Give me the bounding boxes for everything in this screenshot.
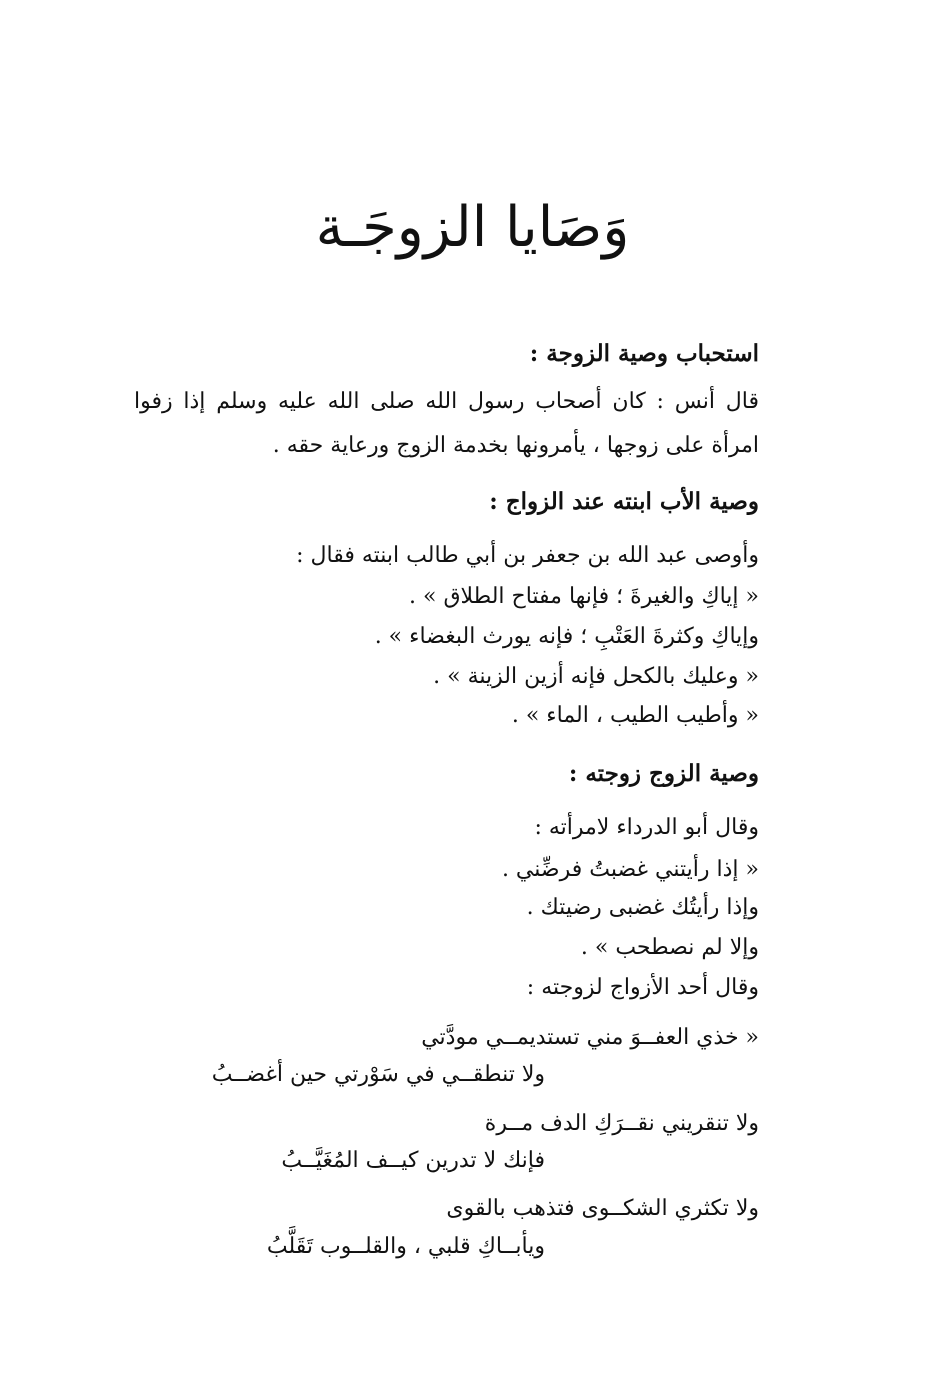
poem-second-hemistich: ويأبــاكِ قلبي ، والقلــوب تَقَلَّبُ — [266, 1234, 545, 1259]
text-line: وقال أبو الدرداء لامرأته : — [534, 815, 759, 840]
text-line: وقال أحد الأزواج لزوجته : — [526, 975, 759, 1000]
text-line: « إذا رأيتني غضبتُ فرضِّني . — [501, 857, 759, 882]
section-heading: وصية الأب ابنته عند الزواج : — [489, 488, 759, 515]
section-heading: استحباب وصية الزوجة : — [529, 340, 759, 367]
text-line: « وأطيب الطيب ، الماء » . — [511, 703, 759, 728]
section-heading: وصية الزوج زوجته : — [568, 760, 759, 787]
text-line: « إياكِ والغيرةَ ؛ فإنها مفتاح الطلاق » . — [409, 584, 759, 609]
poem-second-hemistich: فإنك لا تدرين كيــف المُغَيَّــبُ — [281, 1148, 545, 1173]
poem-second-hemistich: ولا تنطقــي في سَوْرتي حين أغضــبُ — [211, 1062, 545, 1087]
text-line: وأوصى عبد الله بن جعفر بن أبي طالب ابنته فقال : — [296, 543, 759, 568]
text-line: وإياكِ وكثرةَ العَتْبِ ؛ فإنه يورث البغضاء » . — [374, 624, 759, 649]
poem-first-hemistich: ولا تنقريني نقــرَكِ الدف مــرة — [484, 1111, 759, 1136]
text-line: وإذا رأيتُك غضبى رضيتك . — [526, 895, 759, 920]
page-title: وَصَايا الزوجَـة — [315, 195, 630, 260]
text-line: « وعليك بالكحل فإنه أزين الزينة » . — [433, 664, 759, 689]
text-line: وإلا لم نصطحب » . — [580, 935, 759, 960]
poem-first-hemistich: « خذي العفــوَ مني تستديمــي مودَّتي — [421, 1025, 759, 1050]
section-paragraph: قال أنس : كان أصحاب رسول الله صلى الله عليه وسلم إذا زفوا امرأة على زوجها ، يأمرونها بخدمة الزوج ورعاية حقه . — [134, 389, 759, 458]
poem-first-hemistich: ولا تكثري الشكــوى فتذهب بالقوى — [446, 1196, 759, 1221]
